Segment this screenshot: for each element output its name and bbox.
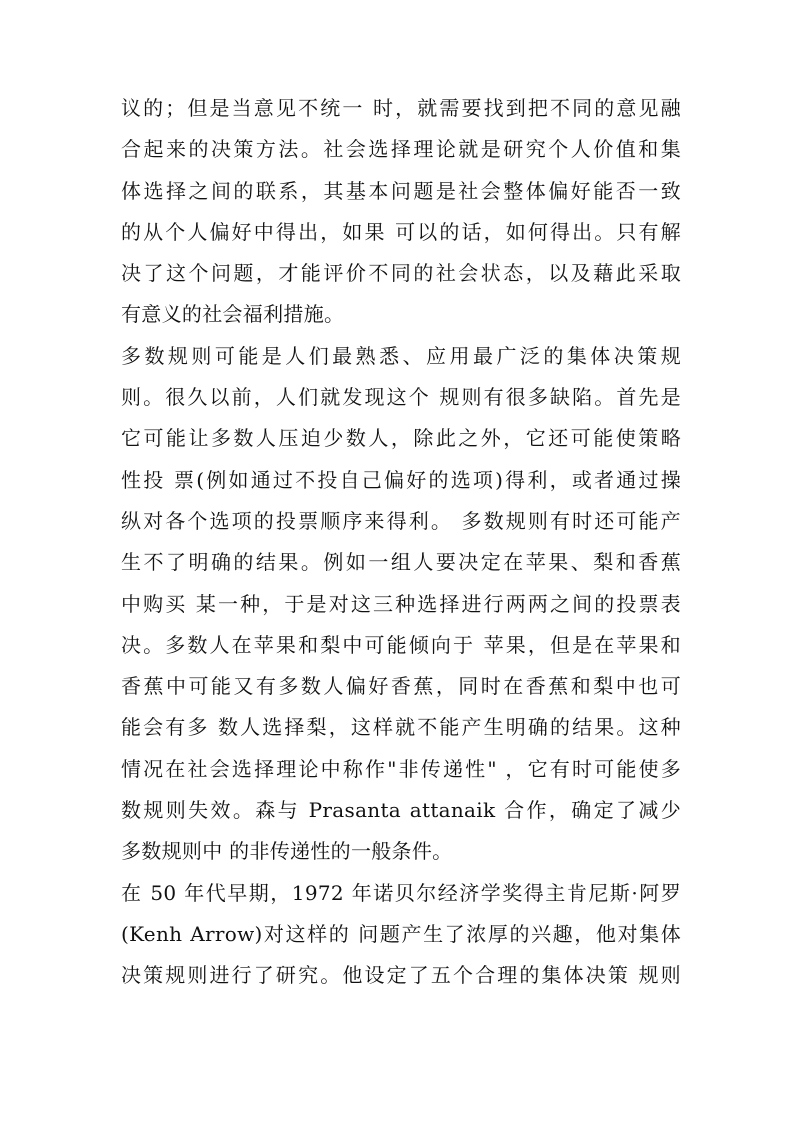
- text-line: 中购买 某一种，于是对这三种选择进行两两之间的投票表: [121, 591, 681, 616]
- text-line: 多数规则可能是人们最熟悉、应用最广泛的集体决策规: [121, 343, 681, 368]
- text-line: 数规则失效。森与 Prasanta attanaik 合作，确定了减少: [121, 798, 681, 823]
- text-line: 议的；但是当意见不统一 时，就需要找到把不同的意见融: [121, 96, 681, 120]
- text-line: 则。很久以前，人们就发现这个 规则有很多缺陷。首先是: [121, 385, 681, 410]
- text-line: 它可能让多数人压迫少数人，除此之外，它还可能使策略: [121, 426, 681, 451]
- text-line: 的从个人偏好中得出，如果 可以的话，如何得出。只有解: [121, 219, 681, 244]
- text-line: 香蕉中可能又有多数人偏好香蕉，同时在香蕉和梨中也可: [121, 674, 681, 699]
- text-line: 性投 票(例如通过不投自己偏好的选项)得利，或者通过操: [121, 467, 681, 492]
- text-line: (Kenh Arrow)对这样的 问题产生了浓厚的兴趣，他对集体: [121, 921, 681, 946]
- body-text: [121, 88, 681, 997]
- text-line: 合起来的决策方法。社会选择理论就是研究个人价值和集: [121, 137, 681, 162]
- text-line: 情况在社会选择理论中称作"非传递性" ，它有时可能使多: [121, 756, 681, 781]
- text-line: 决。多数人在苹果和梨中可能倾向于 苹果，但是在苹果和: [121, 632, 681, 657]
- text-line: 纵对各个选项的投票顺序来得利。 多数规则有时还可能产: [121, 508, 681, 533]
- text-line: 能会有多 数人选择梨，这样就不能产生明确的结果。这种: [121, 715, 681, 740]
- text-line: 体选择之间的联系，其基本问题是社会整体偏好能否一致: [121, 178, 681, 203]
- text-line: 决策规则进行了研究。他设定了五个合理的集体决策 规则: [121, 963, 681, 988]
- text-line: 决了这个问题，才能评价不同的社会状态，以及藉此采取: [121, 261, 681, 286]
- text-line: 有意义的社会福利措施。: [121, 302, 345, 327]
- text-line: 在 50 年代早期，1972 年诺贝尔经济学奖得主肯尼斯·阿罗: [121, 880, 681, 905]
- text-line: 生不了明确的结果。例如一组人要决定在苹果、梨和香蕉: [121, 550, 681, 575]
- text-line: 多数规则中 的非传递性的一般条件。: [121, 839, 453, 864]
